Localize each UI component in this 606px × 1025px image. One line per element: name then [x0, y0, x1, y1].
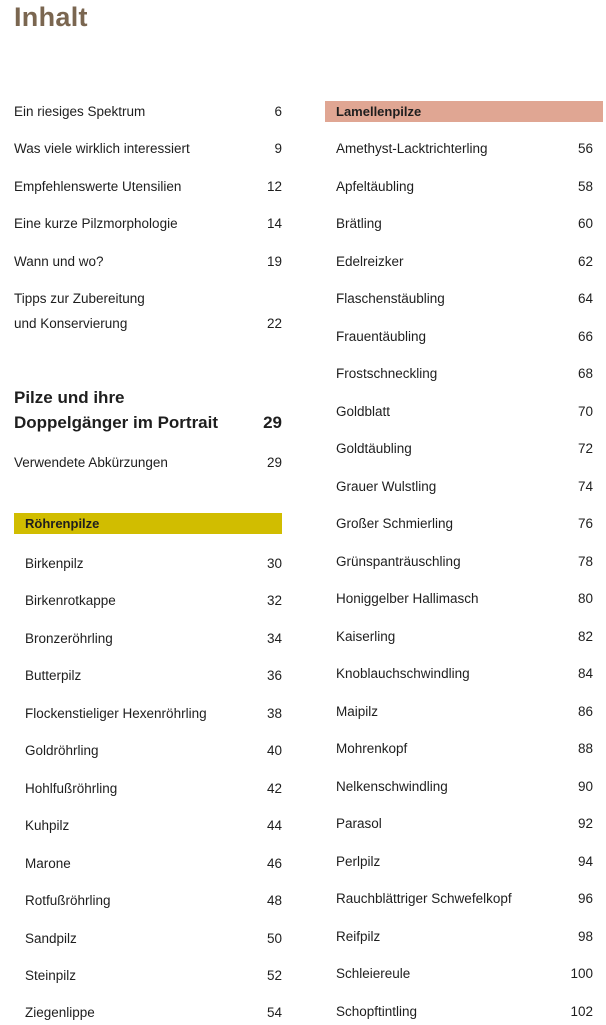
- toc-entry-label: Großer Schmierling: [336, 516, 454, 531]
- toc-entry[interactable]: [14, 551, 282, 576]
- toc-entry-page: 76: [577, 516, 593, 531]
- toc-entry-page: 56: [577, 141, 593, 156]
- toc-entry[interactable]: [325, 586, 593, 611]
- toc-entry[interactable]: [325, 624, 593, 649]
- toc-entry-label: Hohlfußröhrling: [25, 781, 118, 796]
- toc-entry-page: 34: [266, 631, 282, 646]
- toc-entry-label: Wann und wo?: [14, 254, 104, 269]
- toc-entry[interactable]: [325, 324, 593, 349]
- toc-entry-label: Birkenpilz: [25, 556, 84, 571]
- toc-entry-label: Empfehlenswerte Utensilien: [14, 179, 182, 194]
- toc-entry[interactable]: [325, 249, 593, 274]
- toc-entry-label: Verwendete Abkürzungen: [14, 455, 168, 470]
- section-page: 29: [263, 413, 282, 432]
- toc-entry-label: Apfeltäubling: [336, 179, 415, 194]
- toc-entry-label-line2: und Konservierung: [14, 316, 128, 331]
- toc-entry[interactable]: [14, 738, 282, 763]
- toc-entry-label: Steinpilz: [25, 968, 77, 983]
- toc-entry-page: 14: [266, 216, 282, 231]
- toc-entry-page: 12: [266, 179, 282, 194]
- toc-entry-label: Grauer Wulstling: [336, 479, 437, 494]
- toc-entry-page: 9: [274, 141, 282, 156]
- toc-entry-label: Frostschneckling: [336, 366, 438, 381]
- toc-entry-page: 58: [577, 179, 593, 194]
- toc-entry-label: Parasol: [336, 816, 382, 831]
- toc-entry[interactable]: [325, 361, 593, 386]
- toc-entry-page: 82: [577, 629, 593, 644]
- toc-entry-page: 52: [266, 968, 282, 983]
- toc-entry-page: 78: [577, 554, 593, 569]
- toc-entry-label: Ziegenlippe: [25, 1005, 95, 1020]
- toc-entry-label: Bronzeröhrling: [25, 631, 113, 646]
- toc-entry-label: Nelkenschwindling: [336, 779, 448, 794]
- toc-entry-page: 100: [570, 966, 593, 981]
- toc-entry[interactable]: [325, 999, 593, 1024]
- toc-entry[interactable]: [325, 774, 593, 799]
- toc-entry[interactable]: [14, 211, 282, 236]
- toc-entry[interactable]: [325, 849, 593, 874]
- section-title-line2: Doppelgänger im Portrait: [14, 413, 219, 432]
- toc-entry-page: 72: [577, 441, 593, 456]
- toc-entry[interactable]: [14, 813, 282, 838]
- toc-entry[interactable]: [325, 211, 593, 236]
- toc-entry[interactable]: [14, 851, 282, 876]
- toc-entry[interactable]: [325, 961, 593, 986]
- toc-entry[interactable]: [325, 811, 593, 836]
- toc-entry-page: 36: [266, 668, 282, 683]
- toc-entry-label: Edelreizker: [336, 254, 404, 269]
- toc-entry-label: Frauentäubling: [336, 329, 427, 344]
- toc-entry[interactable]: [325, 174, 593, 199]
- toc-entry[interactable]: [325, 399, 593, 424]
- page-title: Inhalt: [14, 2, 88, 32]
- toc-entry-label: Sandpilz: [25, 931, 77, 946]
- toc-entry-label: Flockenstieliger Hexenröhrling: [25, 706, 207, 721]
- toc-entry-label: Schleiereule: [336, 966, 411, 981]
- toc-entry-page: 62: [577, 254, 593, 269]
- toc-entry[interactable]: [325, 286, 593, 311]
- toc-entry[interactable]: [14, 888, 282, 913]
- toc-entry-page: 29: [266, 455, 282, 470]
- toc-entry[interactable]: [325, 661, 593, 686]
- toc-entry-label: Amethyst-Lacktrichterling: [336, 141, 488, 156]
- toc-entry[interactable]: [14, 626, 282, 651]
- toc-entry[interactable]: [325, 136, 593, 161]
- section-title-line1: Pilze und ihre: [14, 388, 125, 407]
- toc-entry-abbreviations[interactable]: [14, 450, 282, 475]
- toc-entry-page: 60: [577, 216, 593, 231]
- toc-entry[interactable]: [14, 776, 282, 801]
- toc-entry[interactable]: [14, 701, 282, 726]
- toc-entry-label: Goldtäubling: [336, 441, 412, 456]
- toc-entry[interactable]: [14, 1000, 282, 1025]
- toc-entry-page: 19: [266, 254, 282, 269]
- toc-entry-page: 74: [577, 479, 593, 494]
- toc-entry-page: 30: [266, 556, 282, 571]
- toc-entry-page: 88: [577, 741, 593, 756]
- toc-entry-label: Rauchblättriger Schwefelkopf: [336, 891, 512, 906]
- toc-entry-page: 50: [266, 931, 282, 946]
- toc-entry-label: Knoblauchschwindling: [336, 666, 470, 681]
- toc-entry-label-line1: Tipps zur Zubereitung: [14, 291, 145, 306]
- toc-entry[interactable]: [14, 588, 282, 613]
- toc-entry-page: 22: [266, 316, 282, 331]
- toc-entry-page: 6: [274, 104, 282, 119]
- toc-entry-label: Ein riesiges Spektrum: [14, 104, 146, 119]
- toc-entry-page: 90: [577, 779, 593, 794]
- toc-entry-label: Kaiserling: [336, 629, 396, 644]
- toc-entry[interactable]: [14, 136, 282, 161]
- toc-entry[interactable]: [325, 474, 593, 499]
- toc-entry-label: Kuhpilz: [25, 818, 70, 833]
- toc-entry-page: 40: [266, 743, 282, 758]
- toc-entry-page: 84: [577, 666, 593, 681]
- toc-entry-label: Brätling: [336, 216, 382, 231]
- toc-entry-page: 80: [577, 591, 593, 606]
- toc-entry-page: 98: [577, 929, 593, 944]
- section-portrait[interactable]: [14, 385, 282, 435]
- toc-entry-label: Marone: [25, 856, 71, 871]
- toc-entry-label: Perlpilz: [336, 854, 381, 869]
- toc-entry-page: 102: [570, 1004, 593, 1019]
- toc-entry-label: Butterpilz: [25, 668, 82, 683]
- toc-entry[interactable]: [325, 924, 593, 949]
- toc-entry-page: 38: [266, 706, 282, 721]
- toc-entry-label: Goldröhrling: [25, 743, 99, 758]
- toc-entry-label: Goldblatt: [336, 404, 391, 419]
- category-heading-roehrenpilze: Röhrenpilze: [14, 513, 282, 534]
- toc-entry-page: 86: [577, 704, 593, 719]
- toc-entry-label: Honiggelber Hallimasch: [336, 591, 479, 606]
- toc-entry-page: 64: [577, 291, 593, 306]
- toc-entry-label: Grünspanträuschling: [336, 554, 461, 569]
- toc-entry[interactable]: [14, 963, 282, 988]
- toc-entry-label: Flaschenstäubling: [336, 291, 445, 306]
- toc-entry-tips[interactable]: [14, 286, 282, 336]
- toc-entry-label: Maipilz: [336, 704, 379, 719]
- category-heading-lamellenpilze: Lamellenpilze: [325, 101, 603, 122]
- toc-entry[interactable]: [14, 249, 282, 274]
- toc-entry[interactable]: [325, 511, 593, 536]
- toc-entry[interactable]: [14, 99, 282, 124]
- toc-entry-label: Mohrenkopf: [336, 741, 408, 756]
- toc-entry-label: Schopftintling: [336, 1004, 418, 1019]
- toc-entry-page: 70: [577, 404, 593, 419]
- toc-entry-page: 66: [577, 329, 593, 344]
- toc-entry[interactable]: [325, 436, 593, 461]
- toc-entry-label: Birkenrotkappe: [25, 593, 116, 608]
- toc-entry-page: 54: [266, 1005, 282, 1020]
- toc-entry-label: Eine kurze Pilzmorphologie: [14, 216, 178, 231]
- toc-entry[interactable]: [14, 663, 282, 688]
- toc-entry-page: 68: [577, 366, 593, 381]
- toc-entry-page: 92: [577, 816, 593, 831]
- toc-entry-label: Reifpilz: [336, 929, 381, 944]
- toc-entry-page: 48: [266, 893, 282, 908]
- toc-entry-page: 96: [577, 891, 593, 906]
- toc-entry-page: 94: [577, 854, 593, 869]
- toc-entry[interactable]: [325, 549, 593, 574]
- toc-entry[interactable]: [325, 886, 593, 911]
- toc-entry-page: 44: [266, 818, 282, 833]
- toc-entry[interactable]: [325, 736, 593, 761]
- toc-entry[interactable]: [14, 926, 282, 951]
- toc-entry[interactable]: [325, 699, 593, 724]
- toc-entry-page: 46: [266, 856, 282, 871]
- toc-entry-label: Was viele wirklich interessiert: [14, 141, 190, 156]
- toc-entry-page: 42: [266, 781, 282, 796]
- toc-entry-label: Rotfußröhrling: [25, 893, 111, 908]
- toc-entry[interactable]: [14, 174, 282, 199]
- toc-entry-page: 32: [266, 593, 282, 608]
